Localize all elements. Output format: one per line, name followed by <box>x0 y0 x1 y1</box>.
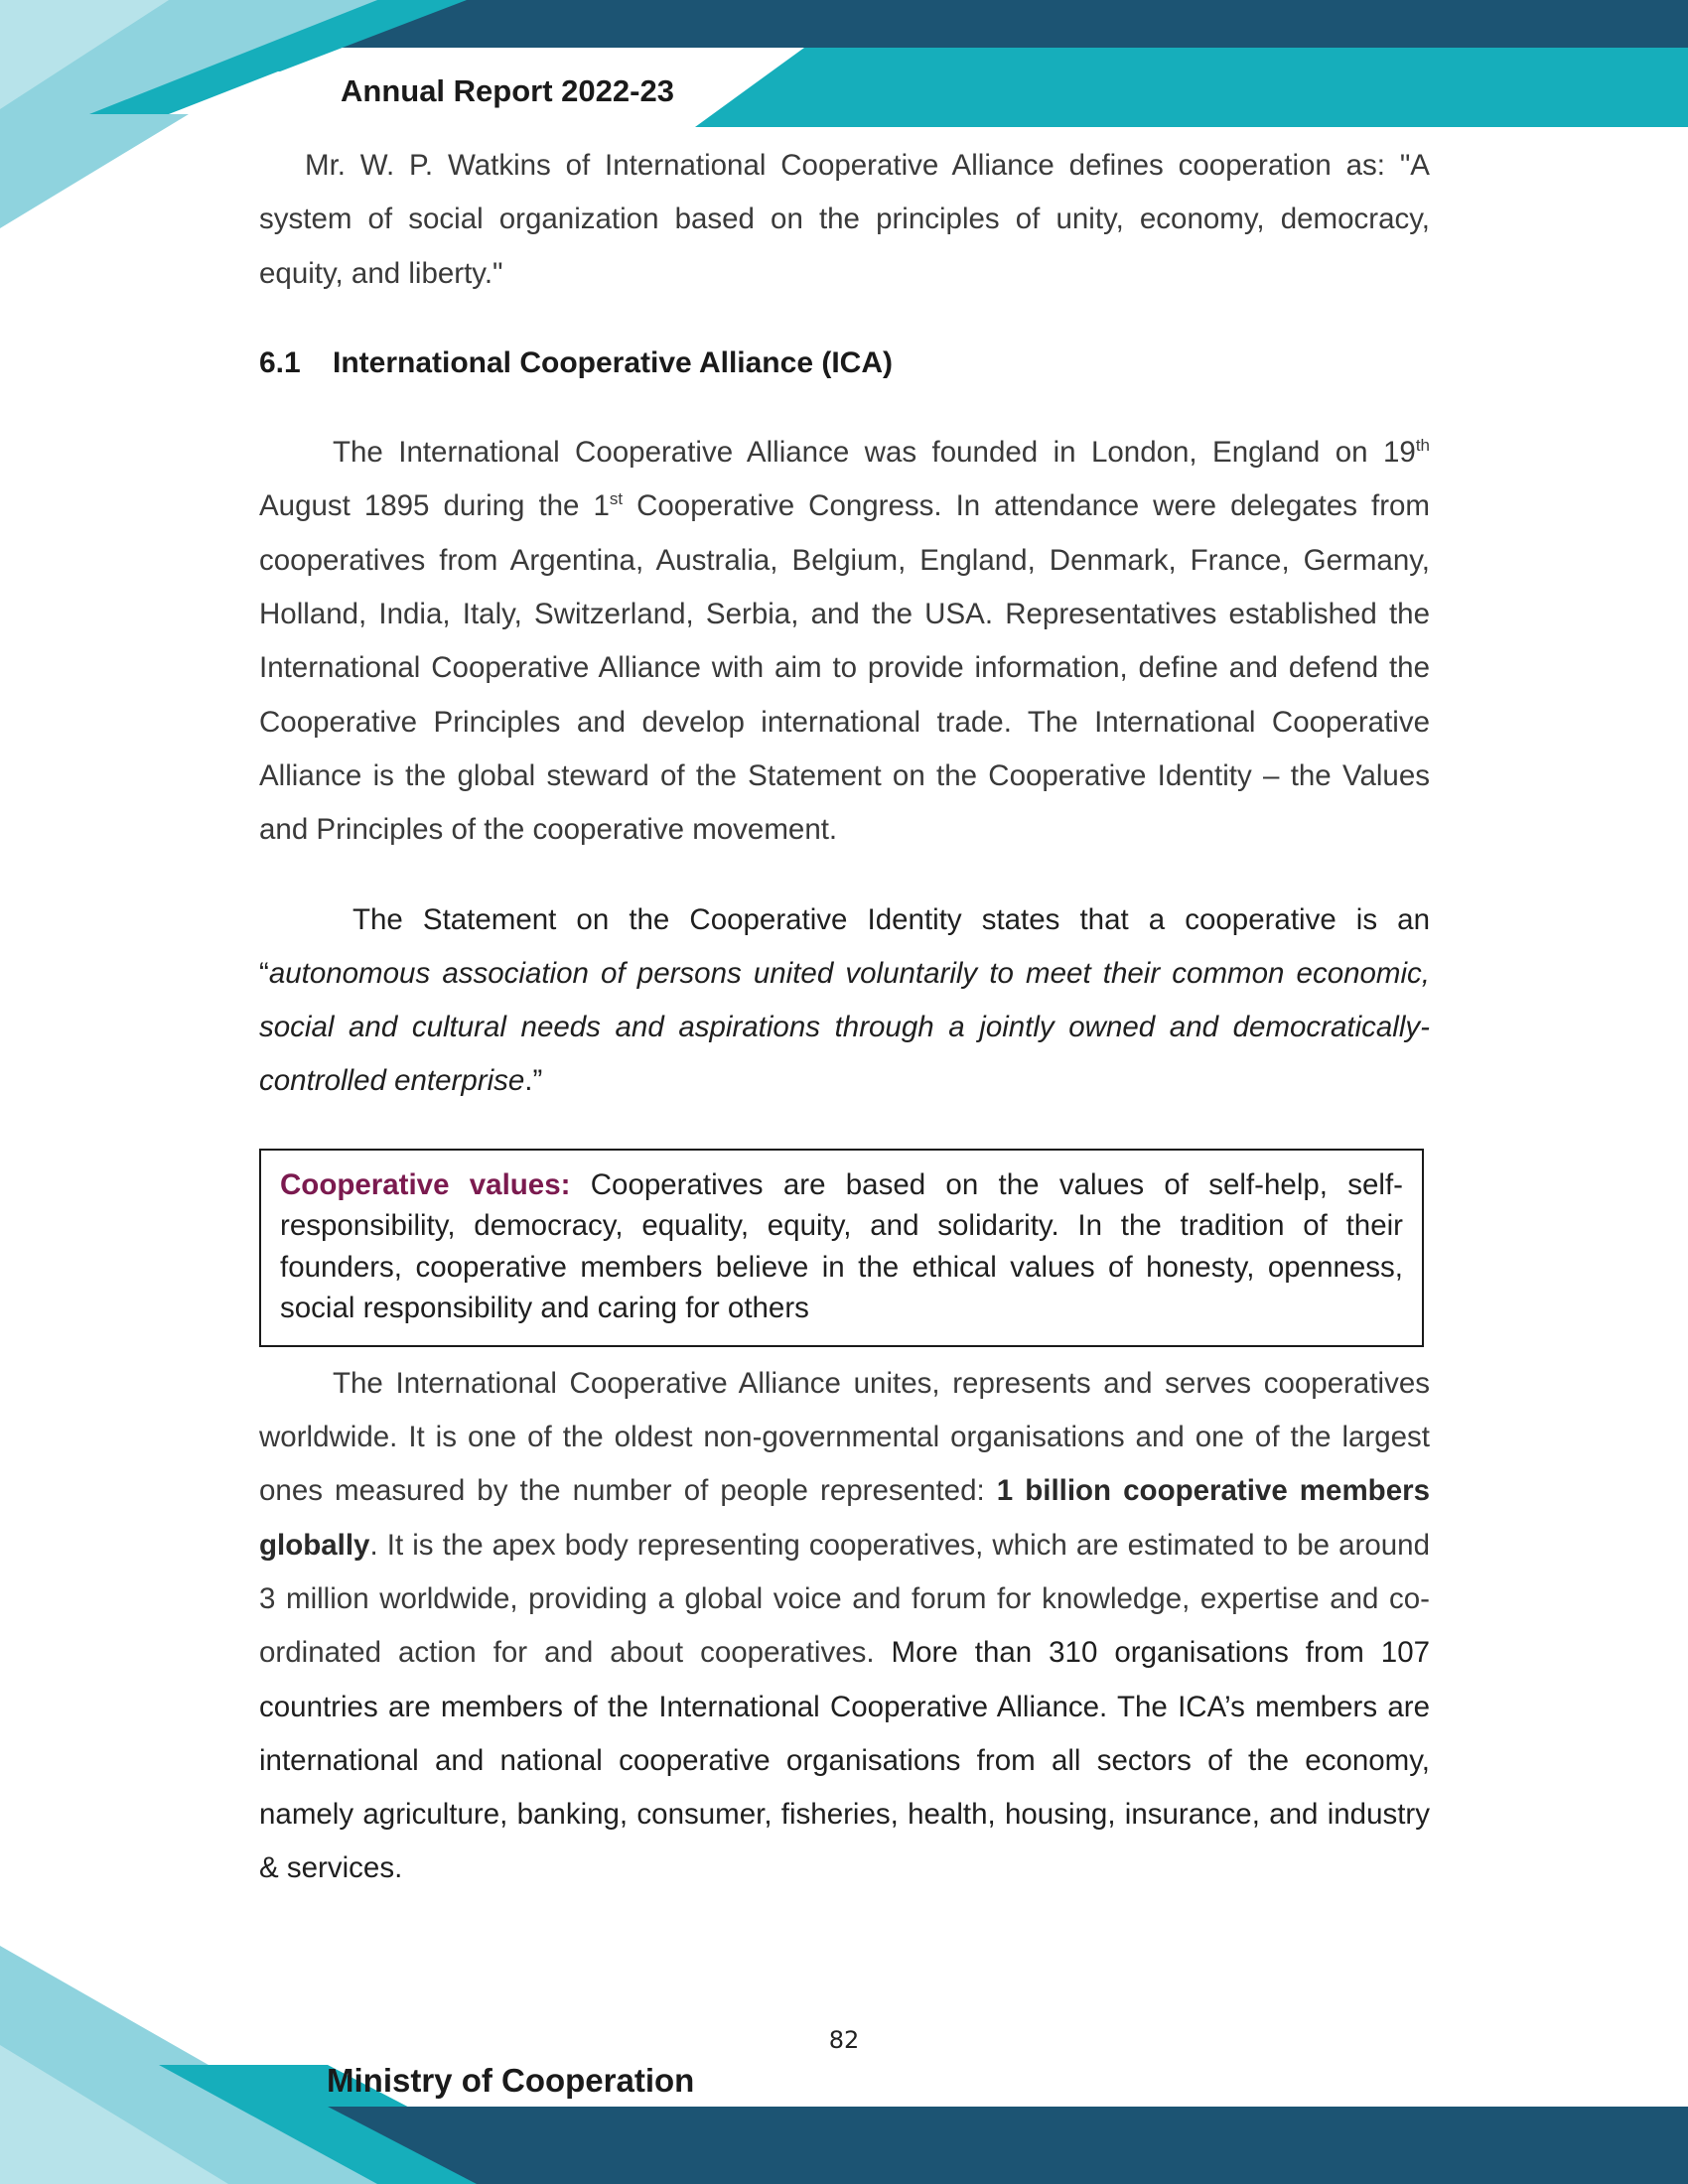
founding-text-1: The International Cooperative Alliance was founded in London, England on 19 <box>333 436 1416 470</box>
identity-paragraph <box>259 893 1430 1109</box>
ica-overview-paragraph <box>259 1357 1430 1896</box>
page-content <box>259 139 1430 1896</box>
header-title: Annual Report 2022-23 <box>341 73 674 108</box>
ordinal-suffix: st <box>609 489 624 509</box>
ordinal-suffix: th <box>1415 436 1430 456</box>
cooperative-values-box <box>259 1149 1424 1347</box>
page-number: 82 <box>828 2026 860 2054</box>
identity-lead: The Statement on the Cooperative Identity states that a cooperative is an “ <box>259 902 1430 990</box>
values-label: Cooperative values: <box>280 1167 571 1201</box>
identity-tail: .” <box>524 1064 543 1098</box>
identity-definition: autonomous association of persons united voluntarily to meet their common economic, social and cultural needs and aspirations through a jointly owned and democratically-controlled enterprise <box>259 956 1430 1098</box>
footer-navy-band <box>328 2107 1688 2184</box>
founding-text-3: Cooperative Congress. In attendance were delegates from cooperatives from Argentina, Australia, Belgium, England, Denmark, France, Germany, Holland, India, Italy, Switzerland, Serbia, and the USA. Representatives established the International Cooperative Alliance with aim to provide information, define and defend the Cooperative Principles and develop international trade. The International Cooperative Alliance is the global steward of the Statement on the Cooperative Identity – the Values and Principles of the cooperative movement. <box>259 489 1431 847</box>
ica-text-1: The International Cooperative Alliance unites, represents and serves cooperatives worldwide. It is one of the oldest non-governmental organisations and one of the largest ones measured by the number of people represented: <box>259 1366 1430 1508</box>
section-number: 6.1 <box>259 345 301 379</box>
section-heading <box>259 337 1430 390</box>
values-text: Cooperatives are based on the values of self-help, self-responsibility, democracy, equality, equity, and solidarity. In the tradition of their founders, cooperative members believe in the ethical values of honesty, openness, social responsibility and caring for others <box>280 1167 1403 1325</box>
ica-text-3: More than 310 organisations from 107 countries are members of the International Cooperative Alliance. The ICA’s members are international and national cooperative organisations from all sectors of the economy, namely agriculture, banking, consumer, fisheries, health, housing, insurance, and industry & services. <box>259 1636 1431 1885</box>
ica-text-2: . It is the apex body representing cooperatives, which are estimated to be around 3 million worldwide, providing a global voice and forum for knowledge, expertise and co-ordinated action for and about cooperatives. <box>259 1528 1430 1670</box>
founding-text-2: August 1895 during the 1 <box>259 489 610 523</box>
founding-paragraph <box>259 426 1430 857</box>
ica-members-highlight: 1 billion cooperative members globally <box>259 1474 1430 1562</box>
intro-paragraph: Mr. W. P. Watkins of International Cooperative Alliance defines cooperation as: "A system of social organization based on the principles of unity, economy, democracy, equity, and liberty." <box>259 149 1430 290</box>
footer-title: Ministry of Cooperation <box>327 2062 695 2099</box>
section-title: International Cooperative Alliance (ICA) <box>333 345 893 379</box>
header-teal-band <box>695 48 1688 127</box>
